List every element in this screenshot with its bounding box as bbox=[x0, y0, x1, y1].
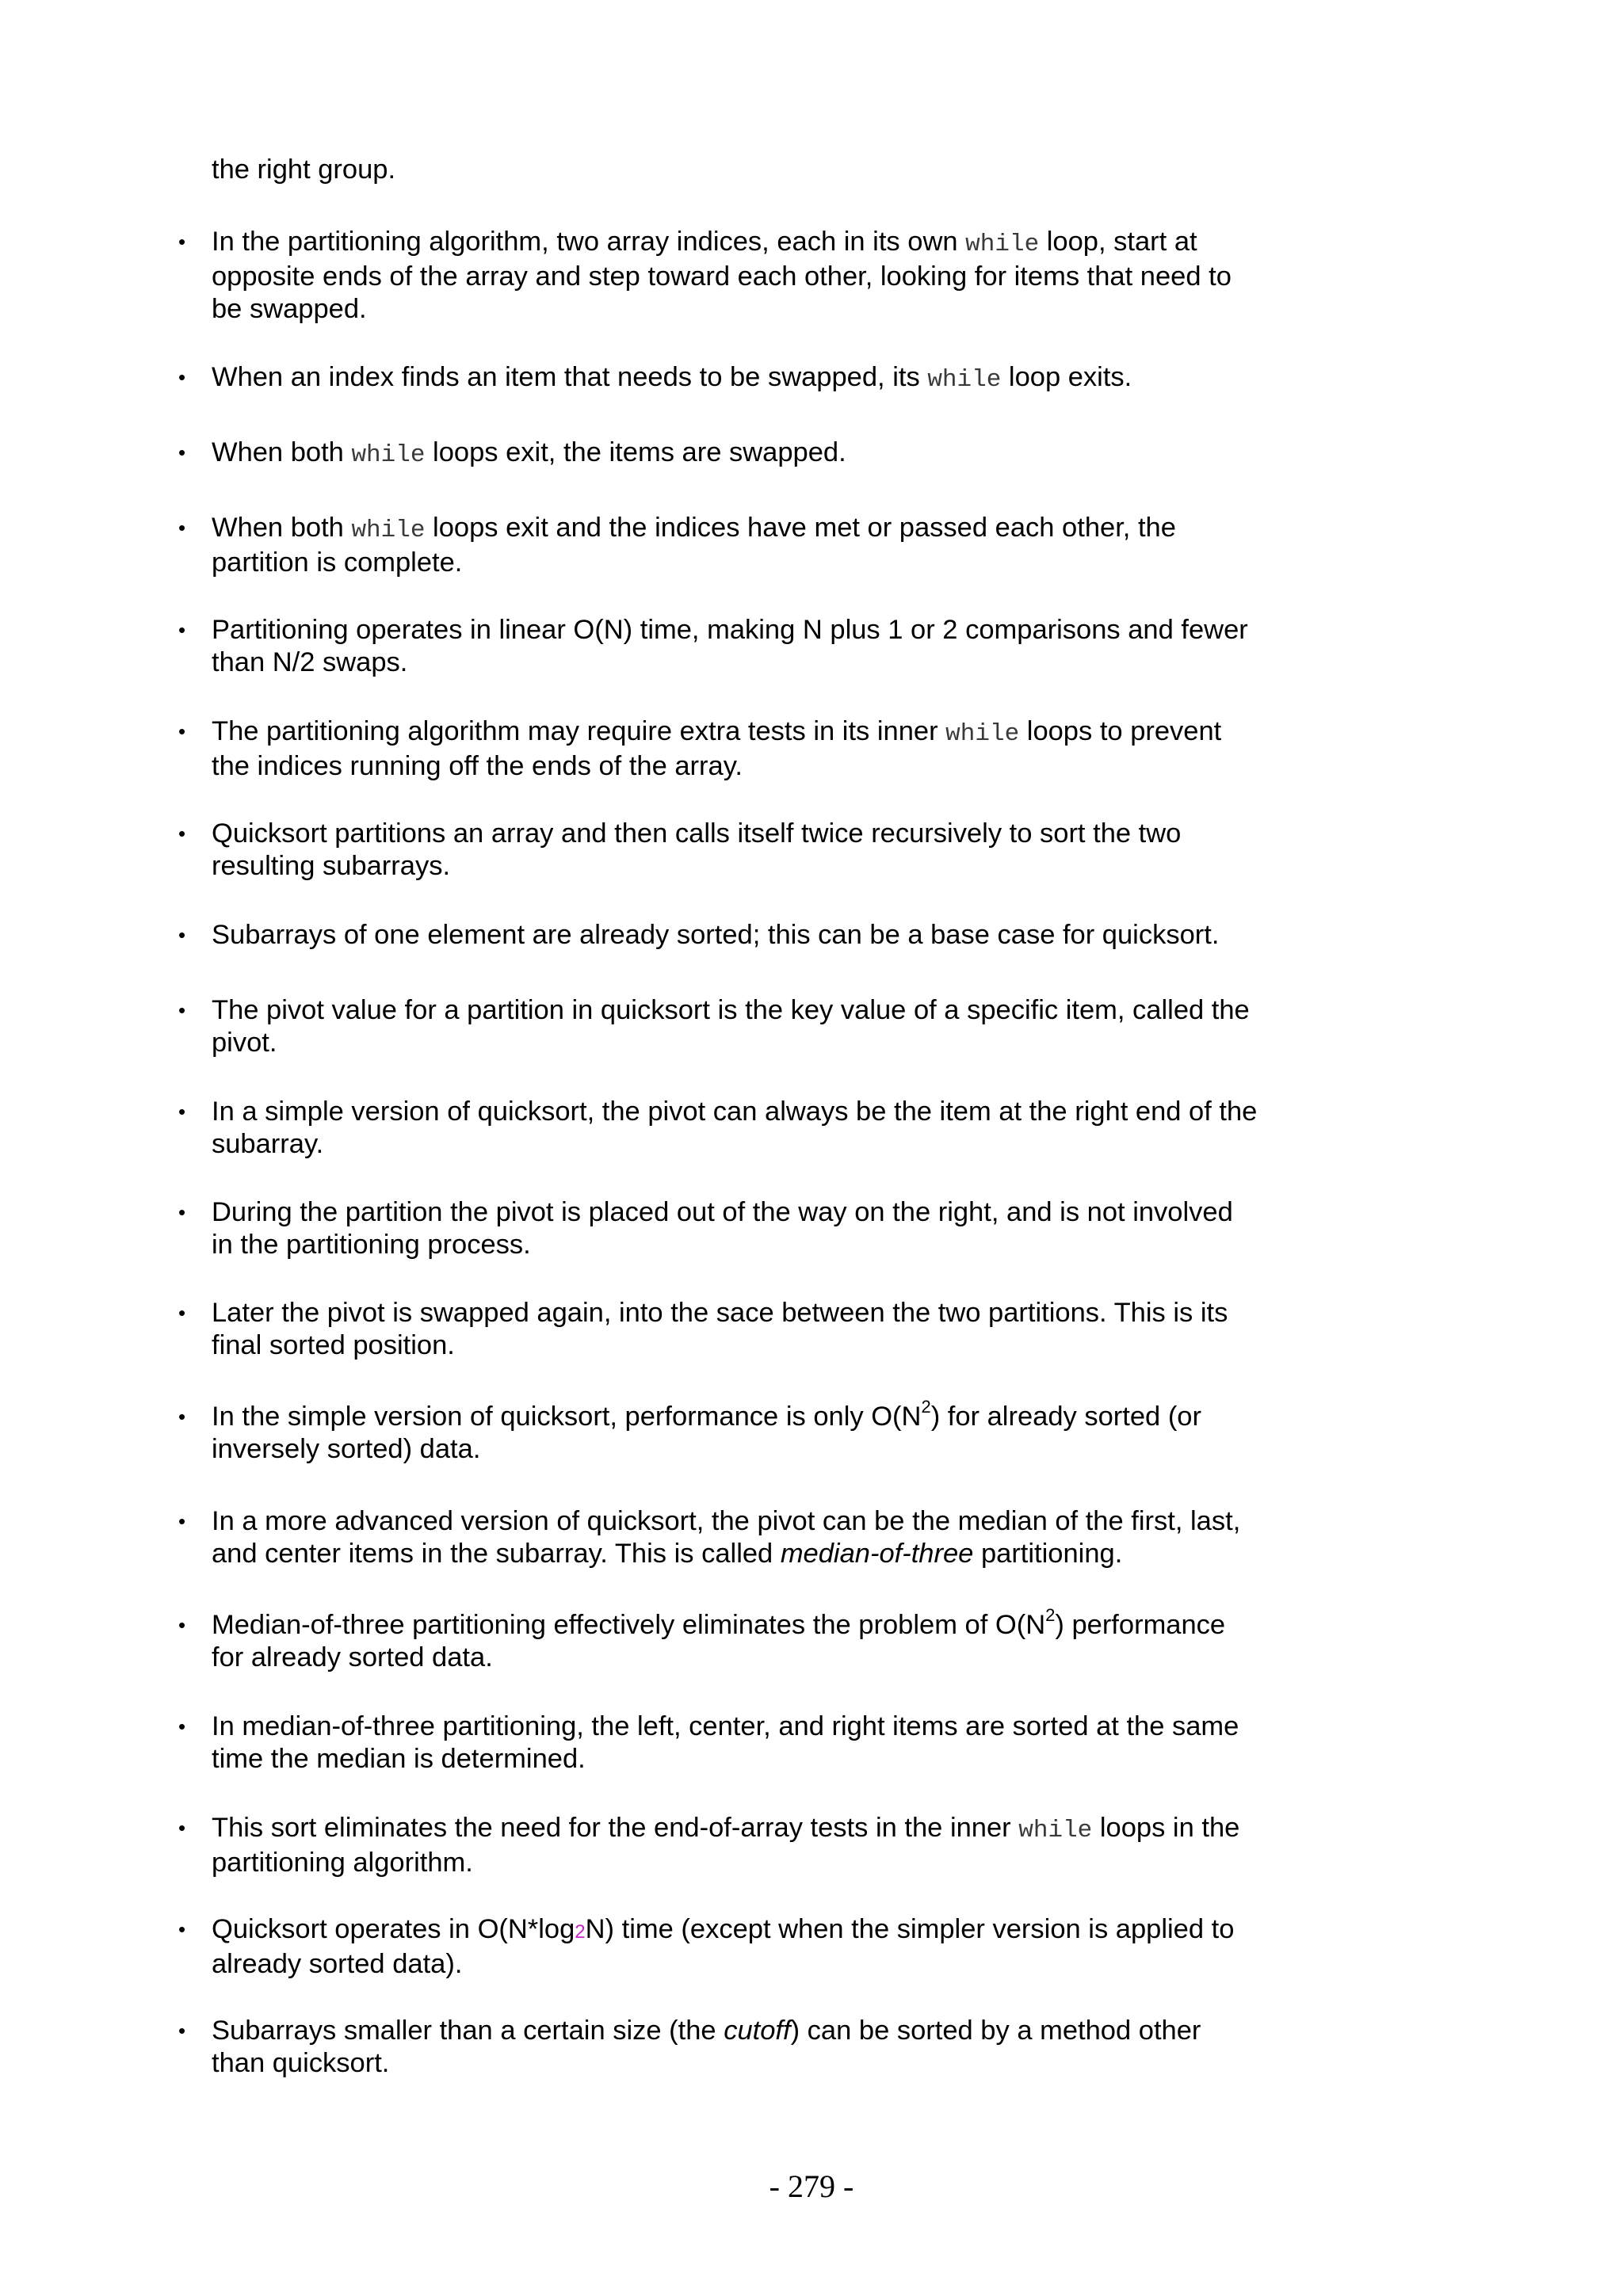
list-item: • In a simple version of quicksort, the pivot can always be the item at the right end of the subarray. bbox=[178, 1097, 1258, 1159]
bullet-icon: • bbox=[178, 1613, 186, 1637]
continuation-text: the right group. bbox=[212, 154, 396, 185]
list-item: • The partitioning algorithm may require extra tests in its inner while loops to prevent the indices running off the ends of the array. bbox=[178, 716, 1222, 781]
list-item: • The pivot value for a partition in quicksort is the key value of a specific item, called the pivot. bbox=[178, 995, 1250, 1058]
bullet-icon: • bbox=[178, 998, 186, 1022]
log-base-subscript: 2 bbox=[575, 1921, 586, 1943]
bullet-icon: • bbox=[178, 2019, 186, 2042]
list-item: • In a more advanced version of quicksort, the pivot can be the median of the first, last, and center items in the subarray. This is called median-of-three partitioning. bbox=[178, 1506, 1241, 1569]
list-item: • Median-of-three partitioning effectively eliminates the problem of $O(N^2)$ performance for already sorted data. bbox=[178, 1605, 1226, 1672]
list-item: • When both while loops exit, the items are swapped. bbox=[178, 437, 846, 469]
bullet-icon: • bbox=[178, 1714, 186, 1738]
bullet-icon: • bbox=[178, 822, 186, 845]
bullet-icon: • bbox=[178, 923, 186, 947]
emphasis-text: cutoff bbox=[724, 2016, 791, 2046]
superscript: 2 bbox=[1045, 1605, 1056, 1625]
list-item: • In the simple version of quicksort, performance is only $O(N^2)$ for already sorted (or inversely sorted) data. bbox=[178, 1397, 1201, 1464]
code-keyword: while bbox=[351, 517, 426, 544]
list-item: • Quicksort operates in O(N*log2N) time (except when the simpler version is applied to already sorted data). bbox=[178, 1914, 1235, 1979]
code-keyword: while bbox=[965, 231, 1040, 258]
code-keyword: while bbox=[351, 441, 426, 469]
bullet-icon: • bbox=[178, 1100, 186, 1123]
list-item: • Quicksort partitions an array and then calls itself twice recursively to sort the two resulting subarrays. bbox=[178, 818, 1182, 881]
list-item: • When an index finds an item that needs to be swapped, its while loop exits. bbox=[178, 362, 1132, 394]
list-item: • In the partitioning algorithm, two array indices, each in its own while loop, start at opposite ends of the array and step toward each other, looking for items that need to be swapped. bbox=[178, 227, 1232, 324]
superscript: 2 bbox=[921, 1397, 931, 1417]
bullet-icon: • bbox=[178, 1509, 186, 1533]
bullet-icon: • bbox=[178, 516, 186, 540]
list-item: • Partitioning operates in linear O(N) time, making N plus 1 or 2 comparisons and fewer than N/2 swaps. bbox=[178, 615, 1248, 677]
bullet-icon: • bbox=[178, 230, 186, 254]
page-number: - 279 - bbox=[769, 2168, 854, 2204]
bullet-icon: • bbox=[178, 618, 186, 642]
list-item: • When both while loops exit and the indices have met or passed each other, the partition is complete. bbox=[178, 513, 1176, 578]
code-keyword: while bbox=[927, 366, 1002, 394]
emphasis-text: median-of-three bbox=[780, 1539, 974, 1569]
list-item: • Subarrays of one element are already sorted; this can be a base case for quicksort. bbox=[178, 920, 1220, 950]
list-item: • This sort eliminates the need for the end-of-array tests in the inner while loops in the partitioning algorithm. bbox=[178, 1813, 1240, 1878]
bullet-icon: • bbox=[178, 441, 186, 464]
list-item: • In median-of-three partitioning, the left, center, and right items are sorted at the same time the median is determined. bbox=[178, 1711, 1239, 1774]
code-keyword: while bbox=[945, 720, 1020, 748]
bullet-icon: • bbox=[178, 1816, 186, 1840]
list-item: • Later the pivot is swapped again, into the sace between the two partitions. This is its final sorted position. bbox=[178, 1298, 1228, 1360]
code-keyword: while bbox=[1018, 1817, 1093, 1844]
list-item: • During the partition the pivot is placed out of the way on the right, and is not involved in the partitioning process. bbox=[178, 1197, 1233, 1260]
bullet-icon: • bbox=[178, 719, 186, 743]
list-item: • Subarrays smaller than a certain size (the cutoff) can be sorted by a method other than quicksort. bbox=[178, 2016, 1201, 2078]
bullet-icon: • bbox=[178, 1301, 186, 1325]
bullet-icon: • bbox=[178, 365, 186, 389]
bullet-icon: • bbox=[178, 1405, 186, 1428]
bullet-icon: • bbox=[178, 1917, 186, 1941]
bullet-icon: • bbox=[178, 1200, 186, 1224]
